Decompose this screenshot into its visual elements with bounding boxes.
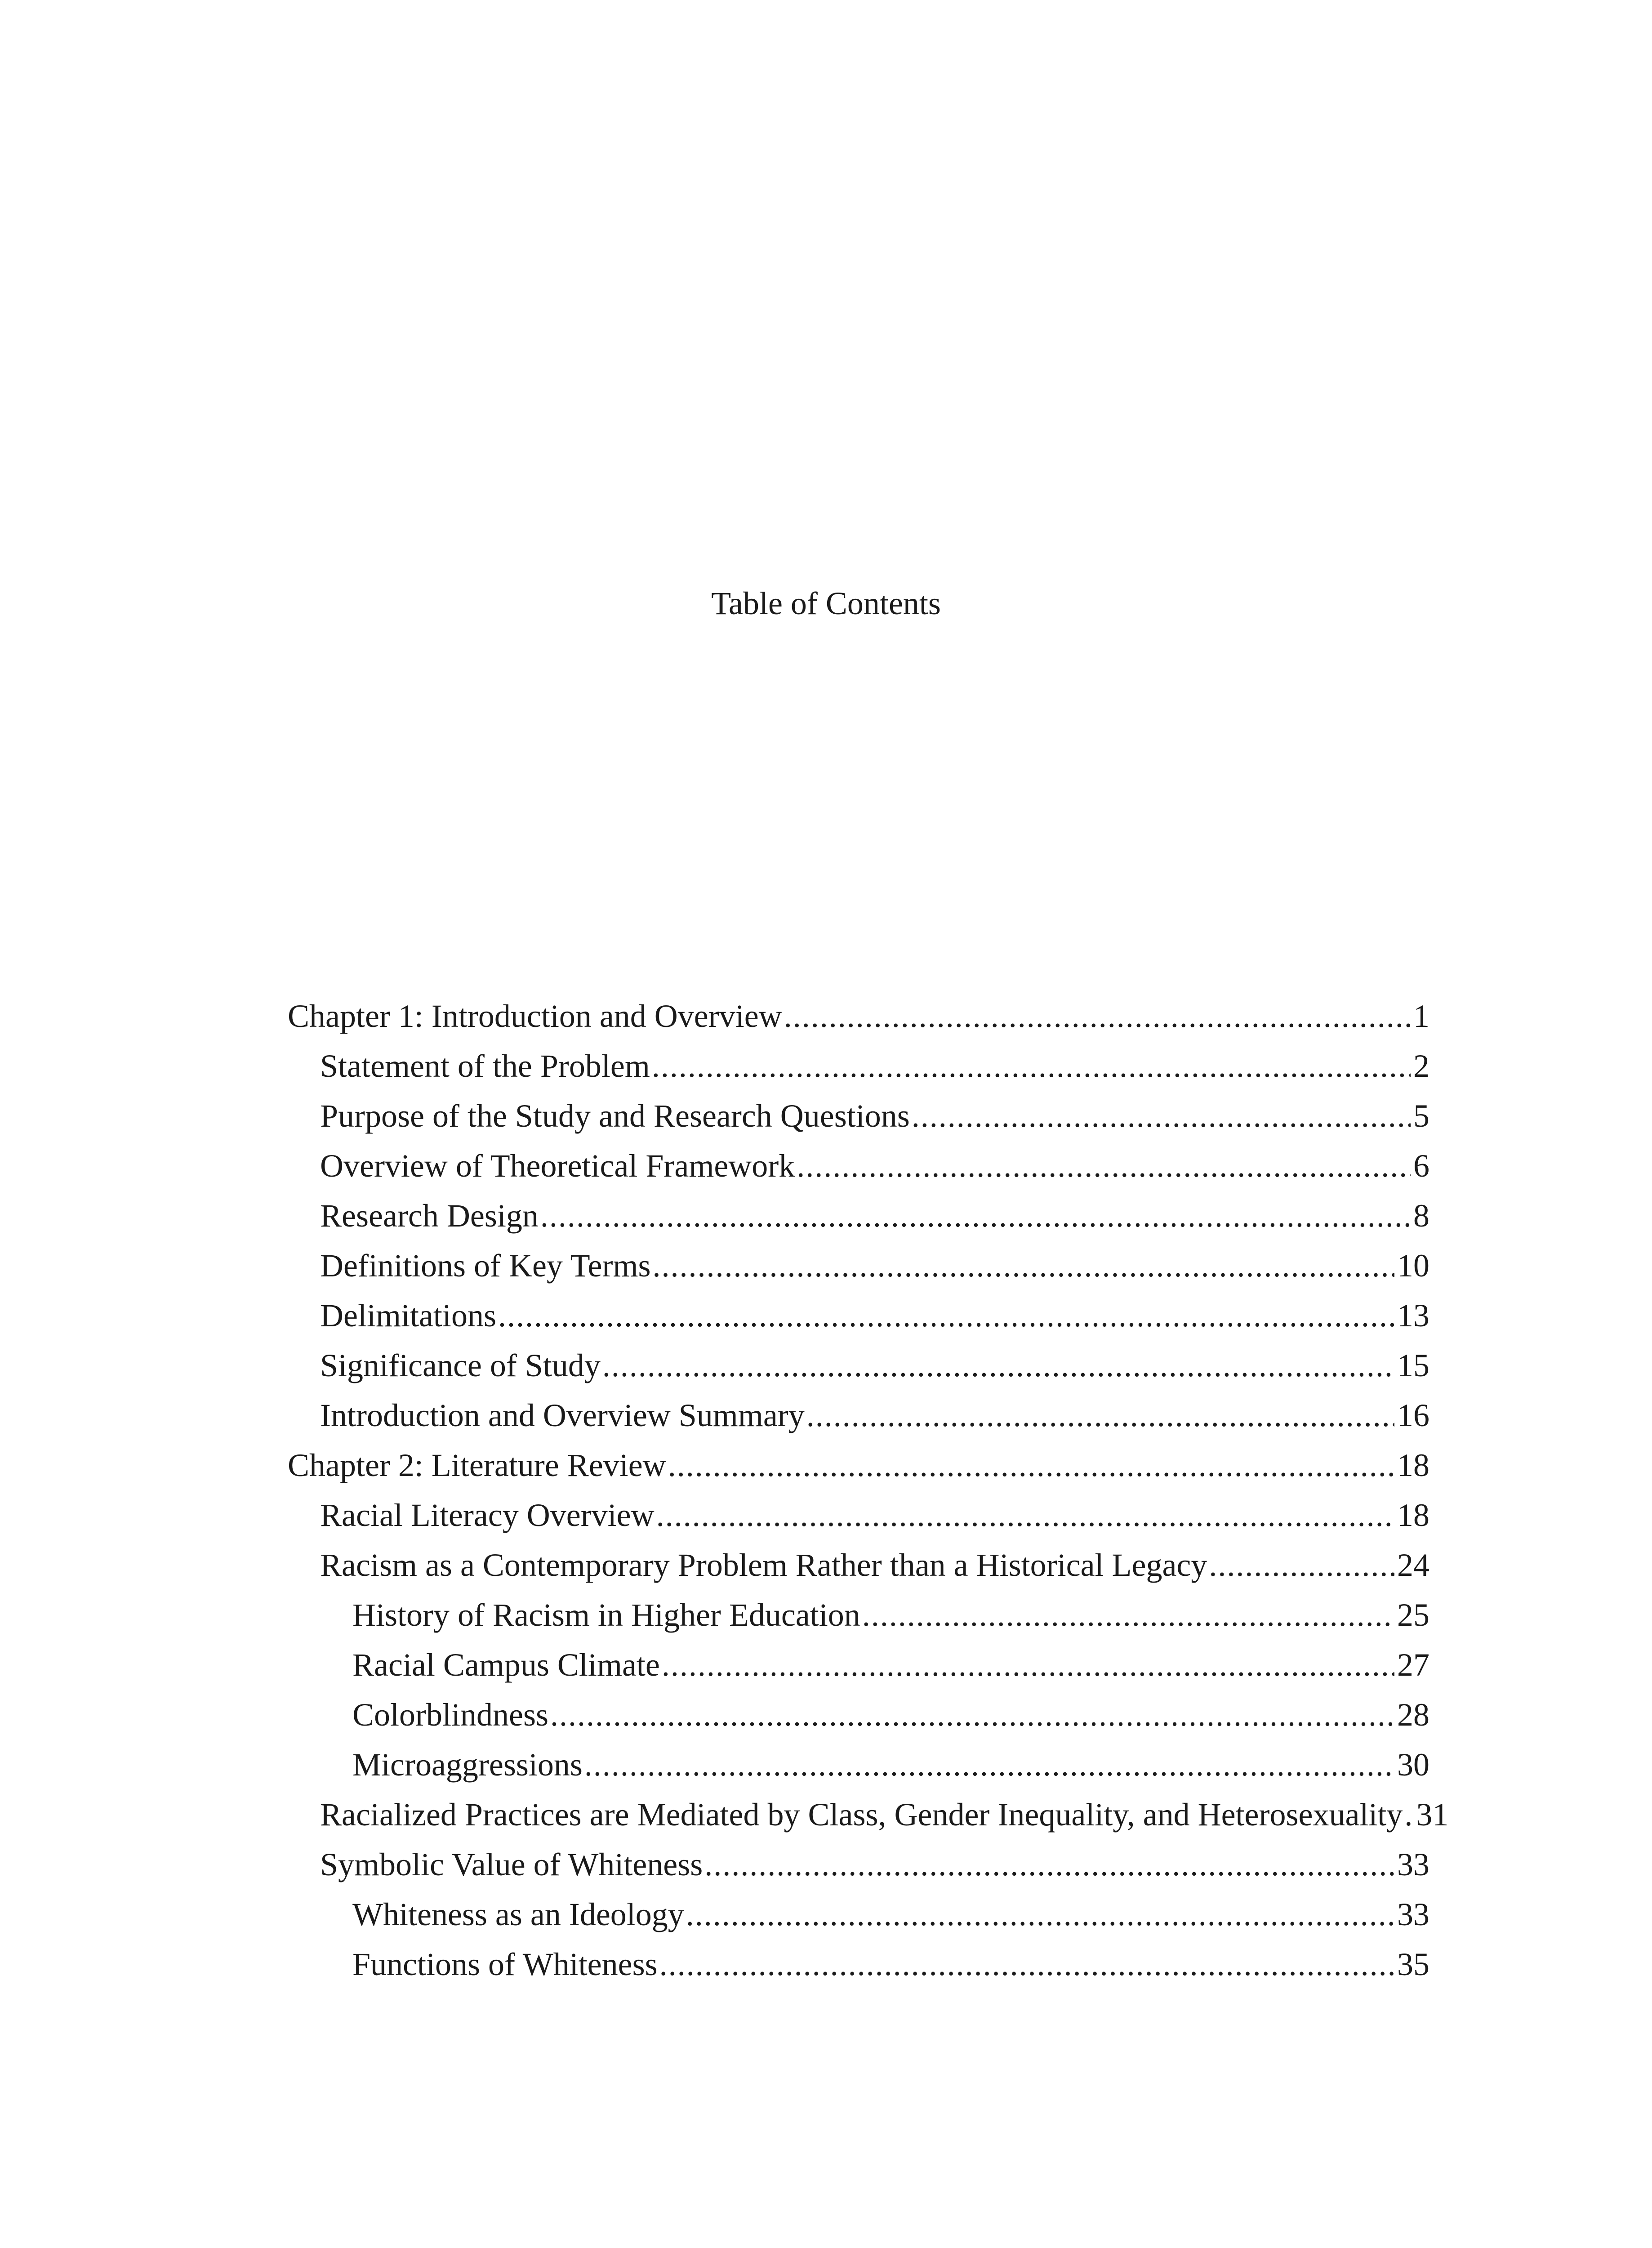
toc-entry-title: Overview of Theoretical Framework [320, 1148, 795, 1184]
toc-entry-title: Functions of Whiteness [352, 1946, 658, 1982]
dot-leader [704, 1840, 1394, 1890]
toc-entry-page: 16 [1397, 1397, 1429, 1433]
dot-leader [1404, 1790, 1413, 1840]
toc-entry-page: 27 [1397, 1647, 1429, 1683]
dot-leader [584, 1740, 1394, 1790]
toc-entry[interactable] [288, 1441, 1429, 1490]
dot-leader [550, 1690, 1394, 1740]
toc-entry[interactable] [288, 1540, 1429, 1590]
toc-entry[interactable] [288, 1141, 1429, 1191]
toc-entry[interactable] [288, 1191, 1429, 1241]
toc-entry-title: Introduction and Overview Summary [320, 1397, 805, 1433]
toc-entry[interactable] [288, 1940, 1429, 1989]
toc-entry[interactable] [288, 1291, 1429, 1341]
toc-entry-title: Racial Literacy Overview [320, 1497, 655, 1533]
dot-leader [686, 1890, 1394, 1940]
toc-entry-title: Definitions of Key Terms [320, 1248, 651, 1284]
page-title: Table of Contents [711, 585, 941, 621]
toc-entry[interactable] [288, 1241, 1429, 1291]
toc-entry-page: 33 [1397, 1847, 1429, 1882]
dot-leader [662, 1640, 1394, 1690]
toc-entry-title: Racism as a Contemporary Problem Rather than a Historical Legacy [320, 1547, 1207, 1583]
toc-entry[interactable] [288, 1740, 1429, 1790]
toc-entry-page: 31 [1416, 1797, 1449, 1833]
dot-leader [602, 1341, 1394, 1391]
toc-entry-page: 2 [1413, 1048, 1429, 1084]
toc-entry[interactable] [288, 1391, 1429, 1441]
dot-leader [912, 1091, 1411, 1141]
toc-entry-title: Whiteness as an Ideology [352, 1896, 684, 1932]
toc-entry-page: 25 [1397, 1597, 1429, 1633]
toc-entry[interactable] [288, 1041, 1429, 1091]
toc-entry-title: History of Racism in Higher Education [352, 1597, 860, 1633]
toc-entry-page: 6 [1413, 1148, 1429, 1184]
dot-leader [784, 991, 1411, 1041]
dot-leader [540, 1191, 1411, 1241]
dot-leader [656, 1490, 1394, 1540]
dot-leader [862, 1590, 1394, 1640]
toc-entry-title: Purpose of the Study and Research Questions [320, 1098, 910, 1134]
dot-leader [806, 1391, 1394, 1441]
toc-entry[interactable] [288, 1690, 1429, 1740]
toc-entry[interactable] [288, 1490, 1429, 1540]
toc-entry-title: Chapter 2: Literature Review [288, 1447, 666, 1483]
dot-leader [659, 1940, 1394, 1989]
toc-entry-page: 18 [1397, 1447, 1429, 1483]
toc-entry-page: 15 [1397, 1347, 1429, 1383]
toc-entry[interactable] [288, 1790, 1449, 1840]
toc-entry-page: 8 [1413, 1198, 1429, 1234]
toc-entry[interactable] [288, 1890, 1429, 1940]
toc-entry[interactable] [288, 1341, 1429, 1391]
toc-entry-title: Symbolic Value of Whiteness [320, 1847, 703, 1882]
toc-entry-page: 5 [1413, 1098, 1429, 1134]
toc-entry-page: 10 [1397, 1248, 1429, 1284]
toc-entry-title: Chapter 1: Introduction and Overview [288, 998, 782, 1034]
table-of-contents [288, 991, 1449, 1989]
dot-leader [652, 1041, 1411, 1091]
toc-entry-title: Racial Campus Climate [352, 1647, 660, 1683]
toc-entry-page: 33 [1397, 1896, 1429, 1932]
toc-entry-page: 24 [1397, 1547, 1429, 1583]
toc-entry[interactable] [288, 1640, 1429, 1690]
toc-entry-title: Research Design [320, 1198, 539, 1234]
dot-leader [1209, 1540, 1394, 1590]
dot-leader [498, 1291, 1394, 1341]
toc-entry[interactable] [288, 991, 1429, 1041]
dot-leader [797, 1141, 1411, 1191]
toc-entry-page: 28 [1397, 1697, 1429, 1733]
toc-entry-title: Significance of Study [320, 1347, 601, 1383]
toc-entry-page: 13 [1397, 1298, 1429, 1334]
toc-entry[interactable] [288, 1840, 1429, 1890]
dot-leader [668, 1441, 1394, 1490]
toc-entry-page: 30 [1397, 1747, 1429, 1783]
toc-entry-page: 1 [1413, 998, 1429, 1034]
dot-leader [653, 1241, 1394, 1291]
toc-entry-title: Delimitations [320, 1298, 496, 1334]
toc-entry-title: Racialized Practices are Mediated by Class, Gender Inequality, and Heterosexuality [320, 1797, 1403, 1833]
toc-entry-title: Statement of the Problem [320, 1048, 650, 1084]
toc-entry-title: Colorblindness [352, 1697, 549, 1733]
toc-entry-page: 18 [1397, 1497, 1429, 1533]
toc-entry[interactable] [288, 1590, 1429, 1640]
toc-entry-title: Microaggressions [352, 1747, 583, 1783]
toc-entry[interactable] [288, 1091, 1429, 1141]
toc-entry-page: 35 [1397, 1946, 1429, 1982]
